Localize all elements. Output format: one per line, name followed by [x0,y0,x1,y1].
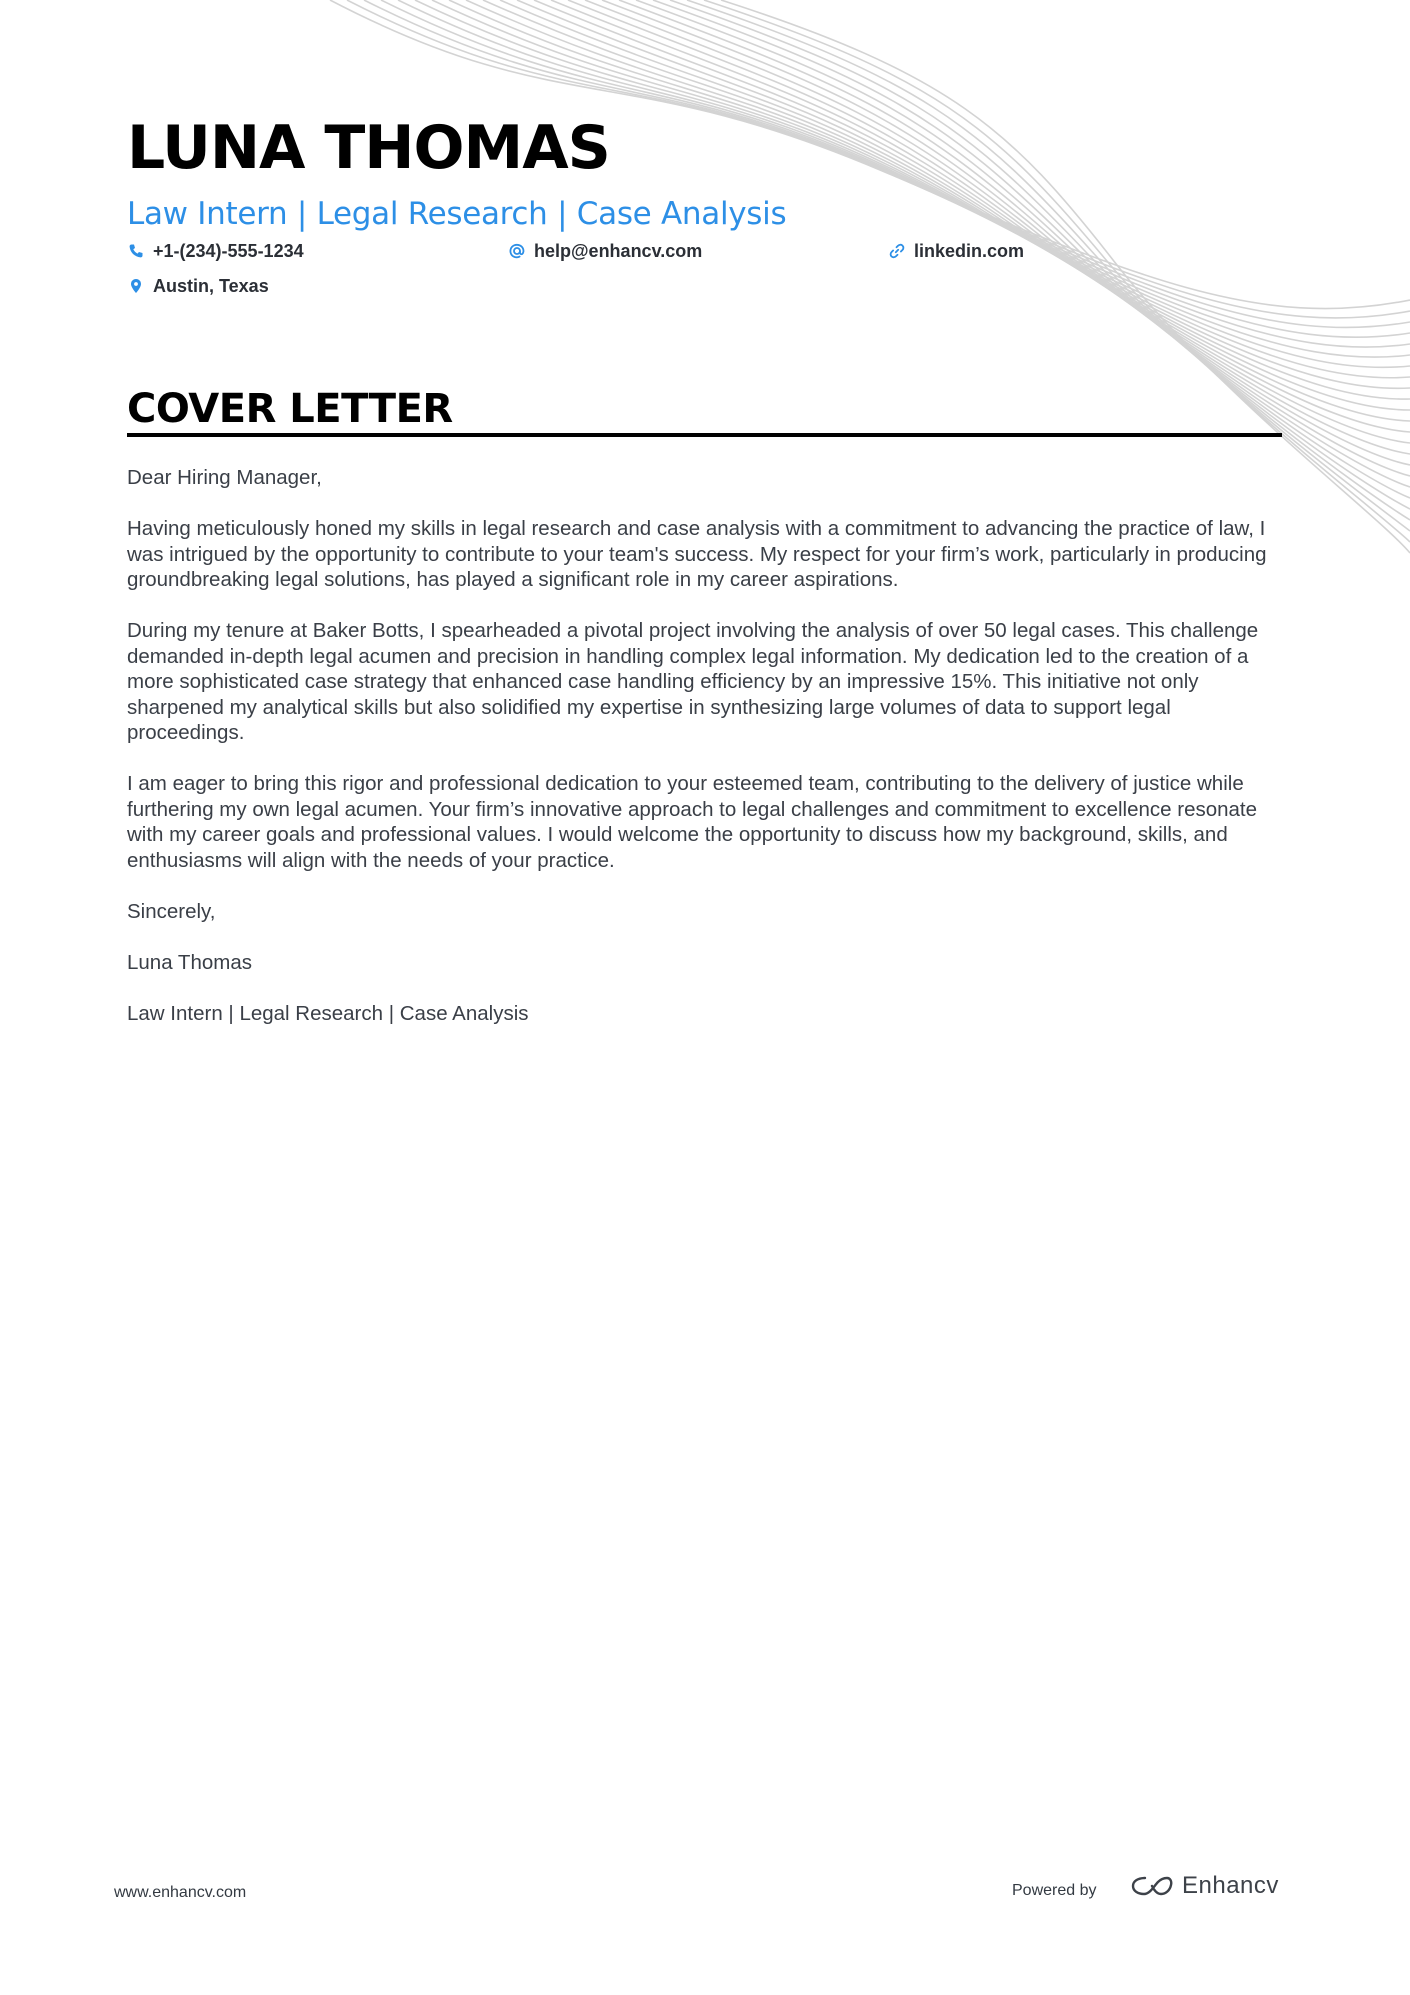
infinity-logo-icon [1130,1873,1174,1899]
phone-text: +1-(234)-555-1234 [153,241,304,261]
section-divider [127,433,1282,437]
letter-closing: Sincerely, [127,899,216,923]
email-text: help@enhancv.com [534,241,703,261]
signature-title: Law Intern | Legal Research | Case Analysis [127,1001,529,1025]
wave-line [687,0,1410,531]
letter-paragraph: During my tenure at Baker Botts, I spearheaded a pivotal project involving the analysis of over 50 legal cases. This challenge demanded in-depth legal acumen and precision in handling complex legal information. My dedication led to the creation of a more sophisticated case strategy that enhanced case handling efficiency by an impressive 15%. This initiative not only sharpened my analytical skills but also solidified my expertise in synthesizing large volumes of data to support legal proceedings. [127,619,1259,744]
brand-logo [1130,1872,1279,1900]
wave-line [704,0,1410,542]
contact-location [127,274,269,298]
footer-url[interactable]: www.enhancv.com [114,1884,247,1901]
link-icon [888,242,906,260]
resume-header [127,112,1287,234]
letter-paragraph: I am eager to bring this rigor and professional dedication to your esteemed team, contributing to the delivery of justice while furthering my own legal acumen. Your firm’s innovative approach to legal challenges and commitment to excellence resonate with my career goals and professional values. I would welcome the opportunity to discuss how my background, skills, and enthusiasms will align with the needs of your practice. [127,772,1258,872]
map-pin-icon [127,277,145,295]
wave-line [670,0,1410,520]
location-text: Austin, Texas [153,276,269,296]
signature-name: Luna Thomas [127,950,252,974]
contact-website[interactable] [888,239,1024,263]
letter-paragraph: Having meticulously honed my skills in legal research and case analysis with a commitment to advancing the practice of law, I was intrigued by the opportunity to contribute to your team's success. My respect for your firm’s work, particularly in producing groundbreaking legal solutions, has played a significant role in my career aspirations. [127,517,1267,591]
candidate-name: LUNA THOMAS [127,113,610,183]
website-text: linkedin.com [914,241,1025,261]
brand-name: Enhancv [1182,1872,1279,1899]
at-icon [508,242,526,260]
candidate-subtitle: Law Intern | Legal Research | Case Analysis [127,196,787,232]
contact-phone [127,239,304,263]
letter-greeting: Dear Hiring Manager, [127,466,322,489]
phone-icon [127,242,145,260]
letter-body [127,465,1287,1052]
powered-by-label: Powered by [1012,1882,1097,1899]
section-title: COVER LETTER [127,386,453,432]
contact-email[interactable] [508,239,702,263]
wave-line [602,0,1410,476]
